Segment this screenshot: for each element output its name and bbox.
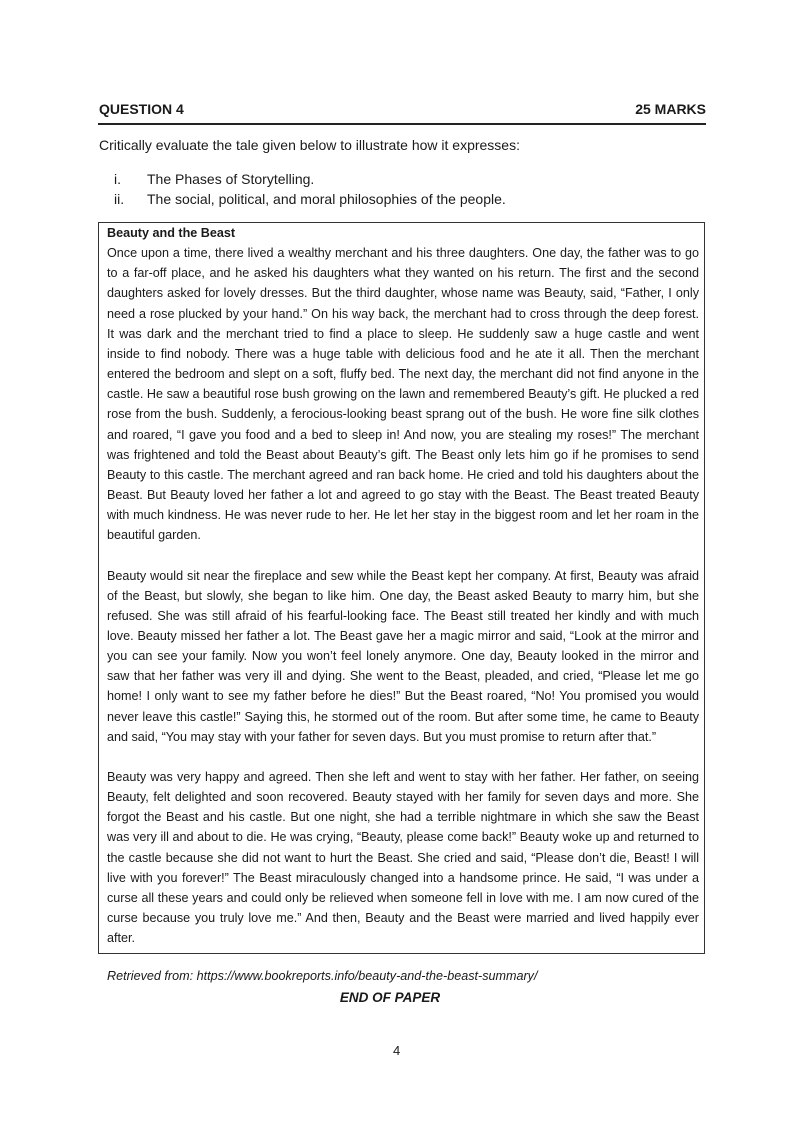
question-number: QUESTION 4 <box>99 101 184 117</box>
story-source: Retrieved from: https://www.bookreports.info/beauty-and-the-beast-summary/ <box>107 969 538 984</box>
story-title: Beauty and the Beast <box>107 226 236 240</box>
header-rule <box>98 123 706 125</box>
story-paragraph: Once upon a time, there lived a wealthy merchant and his three daughters. One day, the father was to go to a far-off place, and he asked his daughters what they wanted on his return. The first and the second daughters asked for lovely dresses. But the third daughter, whose name was Beauty, said, “Father, I only need a rose plucked by your hand.” On his way back, the merchant had to cross through the deep forest. It was dark and the merchant tried to find a place to sleep. He suddenly saw a huge castle and went inside to find nobody. There was a huge table with delicious food and he ate it all. Then the merchant entered the bedroom and slept on a soft, fluffy bed. The next day, the merchant did not find anyone in the castle. He saw a beautiful rose bush growing on the lawn and remembered Beauty’s gift. He plucked a red rose from the bush. Suddenly, a ferocious-looking beast sprang out of the bush. He wore fine silk clothes and roared, “I gave you food and a bed to sleep in! And now, you are stealing my roses!” The merchant was frightened and told the Beast about Beauty’s gift. The Beast only lets him go if he promises to send Beauty to this castle. The merchant agreed and ran back home. He cried and told his daughters about the Beast. But Beauty loved her father a lot and agreed to go stay with the Beast. The Beast treated Beauty with much kindness. He was never rude to her. He let her stay in the biggest room and let her roam in the beautiful garden. <box>107 246 699 543</box>
page-number: 4 <box>393 1043 401 1058</box>
question-header <box>99 101 706 117</box>
story-paragraph: Beauty would sit near the fireplace and sew while the Beast kept her company. At first, Beauty was afraid of the Beast, but slowly, she began to like him. One day, the Beast asked Beauty to marry him, but she refused. She was still afraid of his fearful-looking face. The Beast still treated her kindly and with much love. Beauty missed her father a lot. The Beast gave her a magic mirror and said, “Look at the mirror and you can see your family. Now you won’t feel lonely anymore. One day, Beauty looked in the mirror and saw that her father was very ill and dying. She went to the Beast, pleaded, and cried, “Please let me go home! I only want to see my father before he dies!” But the Beast roared, “No! You promised you would never leave this castle!” Saying this, he stormed out of the room. But after some time, he came to Beauty and said, “You may stay with your father for seven days. But you must promise to return after that.” <box>107 568 699 744</box>
list-item <box>114 189 506 209</box>
item-text: The social, political, and moral philosophies of the people. <box>147 191 506 207</box>
question-marks: 25 MARKS <box>635 101 706 117</box>
question-items <box>114 169 506 209</box>
item-number: ii. <box>114 191 125 207</box>
end-text: END OF PAPER <box>339 990 441 1005</box>
item-number: i. <box>114 171 121 187</box>
item-text: The Phases of Storytelling. <box>147 171 315 187</box>
story-box <box>98 222 705 984</box>
end-of-paper <box>0 990 794 1005</box>
story-paragraph: Beauty was very happy and agreed. Then she left and went to stay with her father. Her father, on seeing Beauty, felt delighted and soon recovered. Beauty stayed with her family for seven days and more. She forgot the Beast and his castle. But one night, she had a terrible nightmare in which she saw the Beast was very ill and about to die. He was crying, “Beauty, please come back!” Beauty woke up and returned to the castle because she did not want to hurt the Beast. She cried and said, “Please don’t die, Beast! I will live with you forever!” The Beast miraculously changed into a handsome prince. He said, “I was under a curse all these years and could only be relieved when someone fell in love with me. I am now cured of the curse because you truly love me.” And then, Beauty and the Beast were married and lived happily ever after. <box>107 769 699 946</box>
question-intro: Critically evaluate the tale given below to illustrate how it expresses: <box>99 137 520 153</box>
list-item <box>114 169 506 189</box>
